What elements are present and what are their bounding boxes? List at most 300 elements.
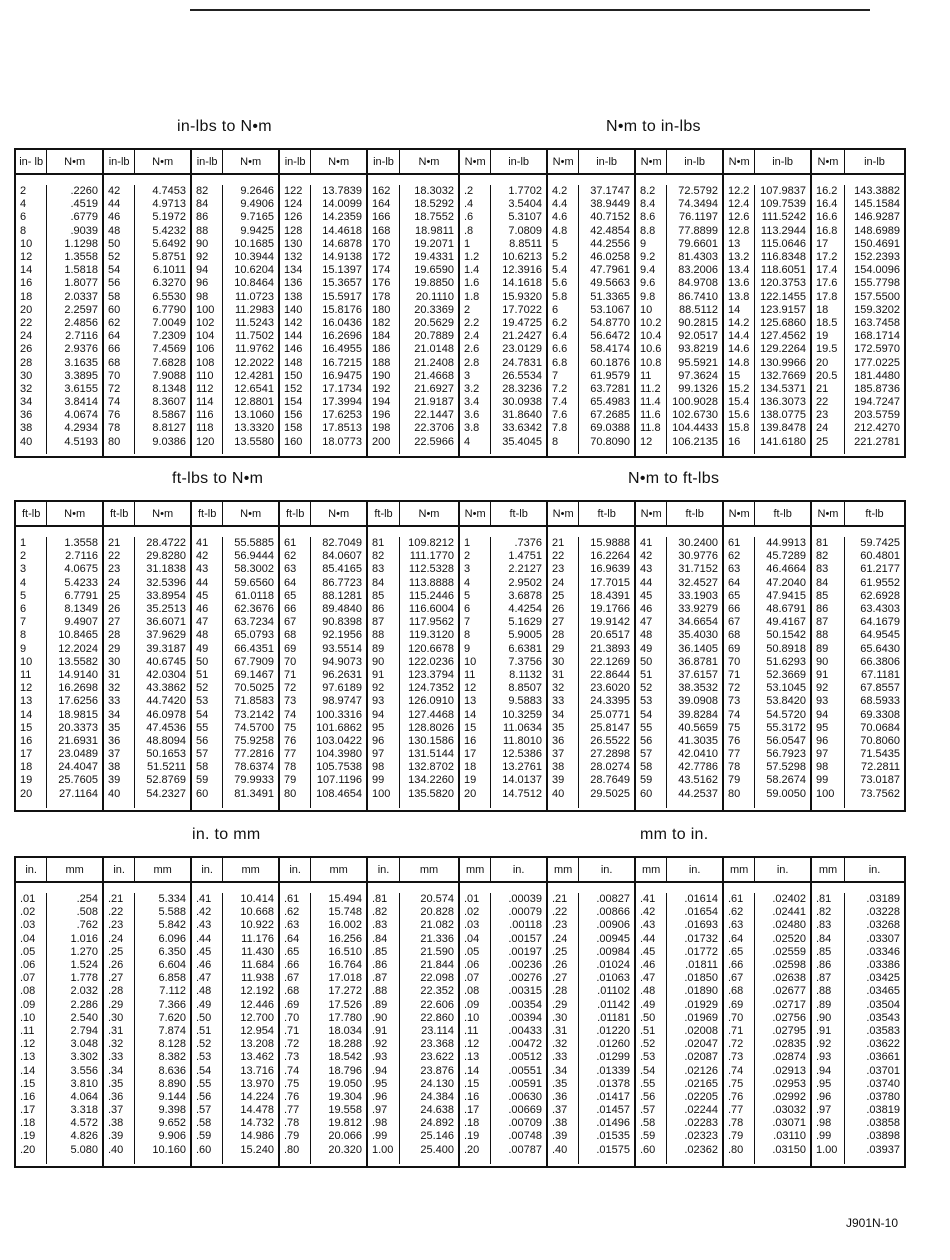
value-cell: 36.1405: [678, 642, 718, 655]
key-cell: .46: [640, 959, 656, 972]
table-nm-to-inlb: [458, 148, 906, 458]
value-cell: 42.0304: [146, 668, 186, 681]
key-cell: 1.00: [372, 1143, 394, 1156]
column-header-row: [460, 150, 546, 175]
key-cell: 9: [20, 642, 27, 655]
value-column-header: N•m: [328, 507, 350, 520]
value-cell: 100.3316: [316, 708, 362, 721]
key-cell: 25: [552, 589, 565, 602]
value-cell: .02835: [772, 1038, 806, 1051]
key-cell: .61: [728, 893, 744, 906]
value-cell: 18.4391: [590, 589, 630, 602]
key-cell: .25: [552, 945, 568, 958]
value-cell: 109.7539: [760, 198, 806, 211]
value-cell: 21.844: [420, 959, 454, 972]
value-cell: .01614: [684, 893, 718, 906]
key-column-header: N•m: [812, 150, 845, 173]
key-column: [280, 893, 311, 1164]
value-cell: 18.034: [328, 1024, 362, 1037]
value-cell: 17.018: [328, 972, 362, 985]
key-cell: 14: [728, 303, 741, 316]
value-column-header: ft-lb: [773, 507, 792, 520]
column-group: [104, 150, 192, 456]
key-cell: .44: [196, 932, 212, 945]
key-cell: 198: [372, 422, 391, 435]
value-cell: 11.2983: [235, 303, 274, 316]
value-cell: 24.130: [420, 1077, 454, 1090]
value-column: [667, 537, 722, 808]
key-cell: 48: [196, 629, 209, 642]
value-cell: 16.2698: [58, 682, 98, 695]
column-header-row: [104, 150, 190, 175]
value-cell: 5.080: [70, 1143, 98, 1156]
key-cell: 100: [816, 787, 835, 800]
value-cell: 17.1734: [322, 382, 362, 395]
key-cell: 31: [108, 668, 121, 681]
key-cell: .69: [728, 998, 744, 1011]
value-cell: 134.5371: [760, 382, 806, 395]
key-cell: 7.2: [552, 382, 568, 395]
key-cell: .87: [372, 972, 388, 985]
key-cell: 96: [196, 277, 209, 290]
value-cell: .7376: [514, 537, 542, 550]
key-cell: 91: [372, 668, 385, 681]
value-column-header: N•m: [240, 507, 262, 520]
value-cell: 51.5211: [147, 761, 186, 774]
key-cell: 18: [464, 761, 477, 774]
value-cell: 21.336: [420, 932, 454, 945]
value-cell: 15.9320: [502, 290, 542, 303]
key-cell: 1: [464, 537, 471, 550]
key-cell: 2.2: [464, 316, 480, 329]
key-cell: .89: [372, 998, 388, 1011]
key-cell: .83: [372, 919, 388, 932]
key-cell: 29: [108, 642, 121, 655]
value-cell: .01102: [597, 985, 630, 998]
key-cell: 12.2: [728, 185, 750, 198]
value-cell: 185.8736: [854, 382, 900, 395]
value-cell: 1.778: [70, 972, 98, 985]
key-cell: 22: [816, 396, 829, 409]
value-cell: 44.2537: [678, 787, 718, 800]
key-cell: .18: [20, 1117, 36, 1130]
value-cell: .03504: [866, 998, 900, 1011]
value-cell: 17.7022: [502, 303, 542, 316]
key-cell: 12: [20, 251, 33, 264]
key-cell: 68: [284, 629, 297, 642]
key-cell: 68: [728, 629, 741, 642]
key-cell: 20: [464, 787, 477, 800]
value-cell: 172.5970: [854, 343, 900, 356]
value-cell: 2.9376: [64, 343, 98, 356]
value-cell: .01457: [596, 1104, 630, 1117]
value-cell: 10.3259: [502, 708, 542, 721]
value-cell: 127.4468: [408, 708, 454, 721]
value-column-header: mm: [329, 863, 348, 876]
value-cell: 177.0225: [854, 356, 900, 369]
value-cell: .02874: [772, 1051, 806, 1064]
key-cell: .23: [552, 919, 568, 932]
column-group: [192, 502, 280, 810]
value-cell: 3.5404: [508, 198, 542, 211]
value-cell: 9.5883: [508, 695, 542, 708]
key-cell: .66: [284, 959, 300, 972]
value-cell: 88.5112: [679, 303, 718, 316]
key-cell: 112: [196, 382, 214, 395]
value-cell: 51.6293: [766, 655, 806, 668]
key-cell: 84: [196, 198, 209, 211]
value-column: [47, 893, 102, 1164]
value-cell: 25.0771: [590, 708, 630, 721]
key-cell: 10.8: [640, 356, 662, 369]
value-cell: 77.2816: [234, 748, 274, 761]
value-cell: 17.6256: [58, 695, 98, 708]
value-cell: 41.3035: [678, 734, 718, 747]
key-cell: 37: [108, 748, 121, 761]
key-cell: .58: [640, 1117, 656, 1130]
value-cell: 42.0410: [678, 748, 718, 761]
value-cell: 3.810: [70, 1077, 98, 1090]
value-cell: 20.3369: [414, 303, 454, 316]
key-cell: .51: [640, 1024, 656, 1037]
key-cell: .13: [464, 1051, 480, 1064]
value-cell: 97.3624: [678, 369, 718, 382]
value-cell: 29.5025: [590, 787, 630, 800]
key-cell: .93: [372, 1051, 388, 1064]
key-cell: 83: [816, 563, 829, 576]
key-cell: .67: [728, 972, 744, 985]
key-cell: 23: [108, 563, 121, 576]
value-cell: 69.3308: [860, 708, 900, 721]
key-cell: 52: [640, 682, 653, 695]
key-cell: 17: [816, 237, 829, 250]
key-cell: .92: [372, 1038, 388, 1051]
value-cell: 23.622: [420, 1051, 454, 1064]
key-cell: 138: [284, 290, 303, 303]
key-column: [724, 185, 755, 454]
value-cell: 78.6374: [234, 761, 274, 774]
key-cell: .17: [464, 1104, 480, 1117]
value-cell: 16.510: [328, 945, 362, 958]
key-cell: .08: [464, 985, 480, 998]
value-column-header: in-lb: [864, 155, 885, 168]
key-cell: 23: [552, 563, 565, 576]
value-cell: 4.9713: [152, 198, 186, 211]
key-cell: .07: [20, 972, 36, 985]
value-cell: 60.4801: [860, 550, 900, 563]
key-cell: 3: [464, 369, 471, 382]
key-cell: 194: [372, 396, 391, 409]
value-cell: 65.0793: [234, 629, 274, 642]
value-cell: 59.6560: [234, 576, 274, 589]
key-cell: .54: [640, 1064, 656, 1077]
value-cell: 139.8478: [760, 422, 806, 435]
key-cell: .84: [816, 932, 832, 945]
value-cell: 11.5243: [235, 316, 274, 329]
value-cell: .00079: [508, 906, 542, 919]
key-cell: .96: [816, 1090, 832, 1103]
value-cell: 135.5820: [408, 787, 454, 800]
key-cell: 66: [284, 603, 297, 616]
column-header-row: [192, 858, 278, 883]
value-cell: 16.7215: [322, 356, 362, 369]
value-cell: 16.2264: [590, 550, 630, 563]
value-cell: 19.1766: [590, 603, 630, 616]
value-cell: 14.2359: [322, 211, 362, 224]
value-cell: 46.4664: [766, 563, 806, 576]
key-cell: 34: [20, 396, 33, 409]
key-cell: .22: [108, 906, 124, 919]
value-cell: 129.2264: [760, 343, 806, 356]
value-cell: 15.240: [240, 1143, 274, 1156]
key-cell: 66: [108, 343, 121, 356]
value-cell: 136.3073: [760, 396, 806, 409]
key-cell: 15.6: [728, 409, 750, 422]
value-cell: .02953: [772, 1077, 806, 1090]
value-cell: 143.3882: [854, 185, 900, 198]
value-cell: 35.4045: [502, 435, 542, 448]
key-cell: 30: [108, 655, 121, 668]
value-cell: 122.0236: [408, 655, 454, 668]
key-column-header: in.: [192, 858, 223, 881]
value-cell: 5.334: [158, 893, 186, 906]
key-cell: 122: [284, 185, 303, 198]
value-cell: 4.0675: [64, 563, 98, 576]
key-cell: 8: [20, 629, 27, 642]
key-cell: 158: [284, 422, 303, 435]
value-cell: 24.7831: [502, 356, 542, 369]
key-column-header: N•m: [636, 502, 667, 525]
value-column: [400, 893, 458, 1164]
key-cell: .08: [20, 985, 36, 998]
value-cell: 70.8060: [860, 734, 900, 747]
value-cell: 71.8583: [234, 695, 274, 708]
value-cell: 1.4751: [508, 550, 542, 563]
key-cell: 23: [816, 409, 829, 422]
key-cell: .02: [20, 906, 36, 919]
value-cell: 54.8770: [590, 316, 630, 329]
key-column-header: N•m: [548, 150, 579, 173]
value-cell: 6.6381: [508, 642, 542, 655]
key-cell: .16: [464, 1090, 480, 1103]
value-cell: 4.064: [70, 1090, 98, 1103]
value-cell: .01260: [596, 1038, 630, 1051]
key-cell: 15: [728, 369, 741, 382]
value-cell: 7.366: [158, 998, 186, 1011]
value-cell: 1.1298: [64, 237, 98, 250]
value-cell: 12.8801: [234, 396, 274, 409]
value-cell: 18.9815: [58, 708, 98, 721]
key-cell: .58: [196, 1117, 212, 1130]
key-cell: 134: [284, 264, 303, 277]
key-cell: .76: [284, 1090, 300, 1103]
key-cell: .94: [816, 1064, 832, 1077]
key-cell: 164: [372, 198, 391, 211]
value-cell: 11.8010: [503, 734, 542, 747]
value-cell: 10.8464: [234, 277, 274, 290]
key-column-header: mm: [548, 858, 579, 881]
key-cell: 28: [108, 629, 121, 642]
key-cell: .09: [20, 998, 36, 1011]
key-cell: 78: [108, 422, 121, 435]
key-cell: .07: [464, 972, 480, 985]
value-cell: 23.6020: [590, 682, 630, 695]
value-cell: 4.5193: [64, 435, 98, 448]
value-cell: 13.5582: [58, 655, 98, 668]
value-cell: 7.0049: [152, 316, 186, 329]
key-cell: 14.8: [728, 356, 750, 369]
column-group: [548, 150, 636, 456]
key-cell: 40: [108, 787, 121, 800]
value-cell: .9039: [70, 224, 98, 237]
value-cell: .02795: [772, 1024, 806, 1037]
value-cell: 1.3558: [64, 537, 98, 550]
key-cell: 3.2: [464, 382, 480, 395]
value-cell: .00906: [596, 919, 630, 932]
value-cell: 70.0684: [860, 721, 900, 734]
value-column-header: in-lb: [772, 155, 794, 168]
key-cell: 70: [284, 655, 297, 668]
key-column: [460, 893, 491, 1164]
key-cell: .43: [196, 919, 212, 932]
document-code: J901N-10: [845, 1216, 898, 1230]
key-cell: 54: [196, 708, 209, 721]
value-cell: 20.828: [420, 906, 454, 919]
key-cell: .52: [640, 1038, 656, 1051]
key-cell: .33: [552, 1051, 568, 1064]
key-cell: 70: [728, 655, 741, 668]
key-cell: 15: [20, 721, 33, 734]
key-cell: 74: [728, 708, 741, 721]
key-cell: 44: [196, 576, 209, 589]
value-cell: 22.352: [420, 985, 454, 998]
key-cell: 58: [108, 290, 121, 303]
value-cell: 20.574: [420, 893, 454, 906]
key-cell: 86: [372, 603, 385, 616]
key-cell: 1.6: [464, 277, 480, 290]
column-header-row: [548, 150, 634, 175]
value-cell: .762: [76, 919, 98, 932]
value-cell: 67.8557: [860, 682, 900, 695]
key-column: [460, 185, 491, 454]
value-cell: 24.384: [420, 1090, 454, 1103]
key-cell: 5: [464, 589, 471, 602]
key-cell: 70: [108, 369, 121, 382]
key-cell: .21: [552, 893, 568, 906]
key-cell: 5: [20, 589, 27, 602]
value-cell: .02323: [684, 1130, 718, 1143]
value-cell: 2.7116: [65, 550, 98, 563]
key-cell: 59: [196, 774, 209, 787]
value-cell: 23.876: [420, 1064, 454, 1077]
value-cell: 6.858: [158, 972, 186, 985]
value-cell: 20.6517: [590, 629, 630, 642]
key-cell: 60: [640, 787, 653, 800]
value-cell: 26.5522: [590, 734, 630, 747]
key-cell: .23: [108, 919, 124, 932]
value-cell: .03622: [866, 1038, 900, 1051]
value-cell: 5.1629: [508, 616, 542, 629]
value-cell: 5.588: [158, 906, 186, 919]
key-cell: .45: [196, 945, 212, 958]
value-cell: .02008: [684, 1024, 718, 1037]
key-cell: .62: [284, 906, 300, 919]
value-cell: 56.6472: [590, 330, 630, 343]
value-cell: 40.5659: [678, 721, 718, 734]
key-cell: 76: [108, 409, 121, 422]
key-column-header: in.: [280, 858, 311, 881]
key-cell: 27: [552, 616, 565, 629]
value-cell: 73.0187: [860, 774, 900, 787]
key-column-header: ft-lb: [280, 502, 311, 525]
value-cell: .01024: [596, 959, 630, 972]
value-cell: 72.5792: [678, 185, 718, 198]
value-cell: 31.1838: [146, 563, 186, 576]
key-cell: 49: [196, 642, 209, 655]
column-header-row: [192, 502, 278, 527]
value-cell: 25.8147: [590, 721, 630, 734]
value-cell: 5.1972: [152, 211, 186, 224]
value-cell: 62.6928: [860, 589, 900, 602]
value-cell: 6.096: [158, 932, 186, 945]
key-cell: 12.8: [728, 224, 750, 237]
key-cell: .05: [464, 945, 480, 958]
value-cell: 16.2696: [322, 330, 362, 343]
key-cell: 13: [20, 695, 33, 708]
value-cell: .4519: [70, 198, 98, 211]
key-cell: .60: [640, 1143, 656, 1156]
value-cell: 150.4691: [854, 237, 900, 250]
key-cell: .68: [284, 985, 300, 998]
key-cell: 78: [728, 761, 741, 774]
column-header-row: [280, 502, 366, 527]
key-cell: 182: [372, 316, 391, 329]
value-cell: 11.9762: [235, 343, 274, 356]
value-cell: 82.7049: [322, 537, 362, 550]
key-cell: 24: [20, 330, 33, 343]
value-cell: .03110: [773, 1130, 806, 1143]
key-cell: .34: [108, 1064, 124, 1077]
key-cell: 146: [284, 343, 303, 356]
value-cell: .03150: [772, 1143, 806, 1156]
column-header-row: [724, 502, 810, 527]
key-column: [812, 893, 845, 1164]
key-cell: 11.2: [640, 382, 661, 395]
key-cell: 84: [816, 576, 829, 589]
column-group: [548, 858, 636, 1166]
value-cell: 17.3994: [322, 396, 362, 409]
value-cell: 8.8507: [508, 682, 542, 695]
value-cell: 3.6155: [64, 382, 98, 395]
value-cell: 17.8513: [322, 422, 362, 435]
key-cell: 56: [108, 277, 121, 290]
key-column-header: in-lb: [368, 150, 400, 173]
value-cell: .03543: [866, 1011, 900, 1024]
key-cell: 68: [108, 356, 121, 369]
key-cell: 50: [108, 237, 121, 250]
key-cell: .19: [464, 1130, 480, 1143]
value-cell: 22.860: [420, 1011, 454, 1024]
value-cell: .02480: [772, 919, 806, 932]
key-cell: 72: [284, 682, 297, 695]
value-cell: 6.7791: [64, 589, 98, 602]
key-cell: 75: [728, 721, 741, 734]
value-cell: 101.6862: [316, 721, 362, 734]
value-cell: 154.0096: [854, 264, 900, 277]
value-cell: 5.4232: [152, 224, 186, 237]
key-cell: 186: [372, 343, 391, 356]
value-cell: 7.2309: [152, 330, 186, 343]
